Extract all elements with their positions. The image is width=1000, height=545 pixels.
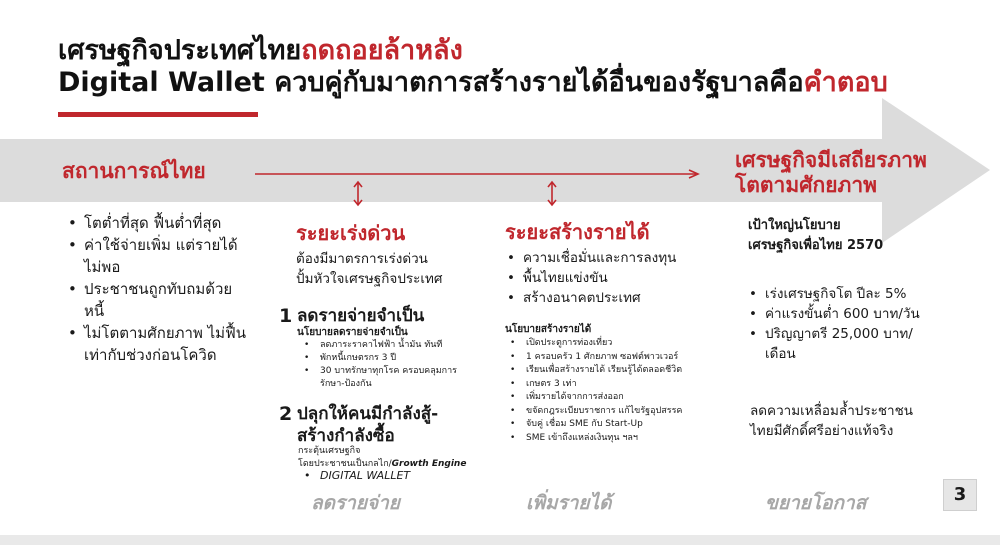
step-2-title-line-1: ปลุกให้คนมีกำลังสู้- — [297, 404, 439, 424]
page-number: 3 — [943, 479, 977, 511]
step-1-list — [300, 339, 470, 391]
target-closing-line-2: ไทยมีศักดิ์ศรีอย่างแท้จริง — [750, 423, 894, 439]
step-2-title-line-2: สร้างกำลังซื้อ — [297, 426, 395, 446]
situation-heading: สถานการณ์ไทย — [62, 159, 206, 183]
step-1-subtitle: นโยบายลดรายจ่ายจำเป็น — [297, 327, 408, 338]
title-line-1-red: ถดถอยล้าหลัง — [301, 35, 463, 66]
goal-heading-line-2: โตตามศักยภาพ — [735, 173, 878, 198]
list-item: • SME เข้าถึงแหล่งเงินทุน ฯลฯ — [506, 432, 726, 446]
list-item: • ขจัดกฎระเบียบราชการ แก้ไขรัฐอุปสรรค — [506, 405, 726, 419]
target-heading — [748, 216, 883, 256]
step-2-list — [300, 468, 410, 483]
list-item: • เรียนเพื่อสร้างรายได้ เรียนรู้ได้ตลอดชีวิต — [506, 364, 726, 378]
income-policy-title: นโยบายสร้างรายได้ — [505, 324, 592, 335]
list-item: • ไม่โตตามศักยภาพ ไม่ฟื้นเท่ากับช่วงก่อนโควิด — [64, 322, 246, 366]
step-2-subtext-prefix: โดยประชาชนเป็นกลไก/ — [298, 459, 392, 469]
situation-list — [64, 212, 246, 366]
footer-increase-income: เพิ่มรายได้ — [526, 492, 612, 514]
list-item: • ค่าแรงขั้นต่ำ 600 บาท/วัน — [745, 304, 930, 324]
target-closing — [750, 401, 913, 441]
list-item: • พักหนี้เกษตรกร 3 ปี — [300, 352, 470, 365]
list-item: • ลดภาระราคาไฟฟ้า น้ำมัน ทันที — [300, 339, 470, 352]
target-closing-line-1: ลดความเหลื่อมล้ำประชาชน — [750, 403, 913, 419]
list-item: • 1 ครอบครัว 1 ศักยภาพ ซอฟต์พาวเวอร์ — [506, 351, 726, 365]
list-item: • เร่งเศรษฐกิจโต ปีละ 5% — [745, 284, 930, 304]
footer-cut-costs: ลดรายจ่าย — [311, 492, 400, 514]
title-line-2-red: คำตอบ — [803, 67, 888, 98]
list-item: • เกษตร 3 เท่า — [506, 378, 726, 392]
step-2-subtext-line-1: กระตุ้นเศรษฐกิจ — [298, 446, 361, 456]
digital-wallet-item: • DIGITAL WALLET — [300, 468, 410, 483]
list-item: • จับคู่ เชื่อม SME กับ Start-Up — [506, 418, 726, 432]
urgent-heading: ระยะเร่งด่วน — [296, 221, 406, 245]
goal-heading-line-1: เศรษฐกิจมีเสถียรภาพ — [735, 148, 927, 172]
list-item: • 30 บาทรักษาทุกโรค ครอบคลุมการรักษา-ป้องกัน — [300, 365, 470, 391]
growth-engine-text: Growth Engine — [391, 459, 467, 469]
income-policy-list — [506, 337, 726, 445]
list-item: • ค่าใช้จ่ายเพิ่ม แต่รายได้ไม่พอ — [64, 234, 246, 278]
urgent-intro-line-1: ต้องมีมาตรการเร่งด่วน — [296, 251, 428, 267]
list-item: • เพิ่มรายได้จากการส่งออก — [506, 391, 726, 405]
target-heading-line-1: เป้าใหญ่นโยบาย — [748, 218, 841, 233]
list-item: • เปิดประตูการท่องเที่ยว — [506, 337, 726, 351]
list-item: • ปริญญาตรี 25,000 บาท/เดือน — [745, 324, 930, 364]
target-list — [745, 284, 930, 364]
step-2-title — [297, 403, 438, 447]
income-list — [503, 248, 703, 308]
income-heading: ระยะสร้างรายได้ — [505, 220, 650, 244]
list-item: • โตต่ำที่สุด ฟื้นต่ำที่สุด — [64, 212, 246, 234]
step-1-number: 1 — [279, 305, 293, 327]
bottom-bar — [0, 535, 1000, 545]
list-item: • ประชาชนถูกทับถมด้วยหนี้ — [64, 278, 246, 322]
list-item: • ความเชื่อมั่นและการลงทุน — [503, 248, 703, 268]
step-1-title: ลดรายจ่ายจำเป็น — [297, 306, 425, 326]
list-item: • สร้างอนาคตประเทศ — [503, 288, 703, 308]
urgent-intro-line-2: ปั้มหัวใจเศรษฐกิจประเทศ — [296, 271, 443, 287]
title-line-2-black: Digital Wallet ควบคู่กับมาตการสร้างรายได้อื่นของรัฐบาลคือ — [58, 67, 804, 98]
urgent-intro — [296, 249, 442, 289]
list-item: • พื้นไทยแข่งขัน — [503, 268, 703, 288]
goal-heading — [735, 148, 927, 198]
step-2-number: 2 — [279, 403, 293, 425]
target-heading-line-2: เศรษฐกิจเพื่อไทย 2570 — [748, 238, 884, 253]
title-line-1-black: เศรษฐกิจประเทศไทย — [58, 35, 302, 66]
footer-expand-opportunity: ขยายโอกาส — [765, 492, 867, 514]
